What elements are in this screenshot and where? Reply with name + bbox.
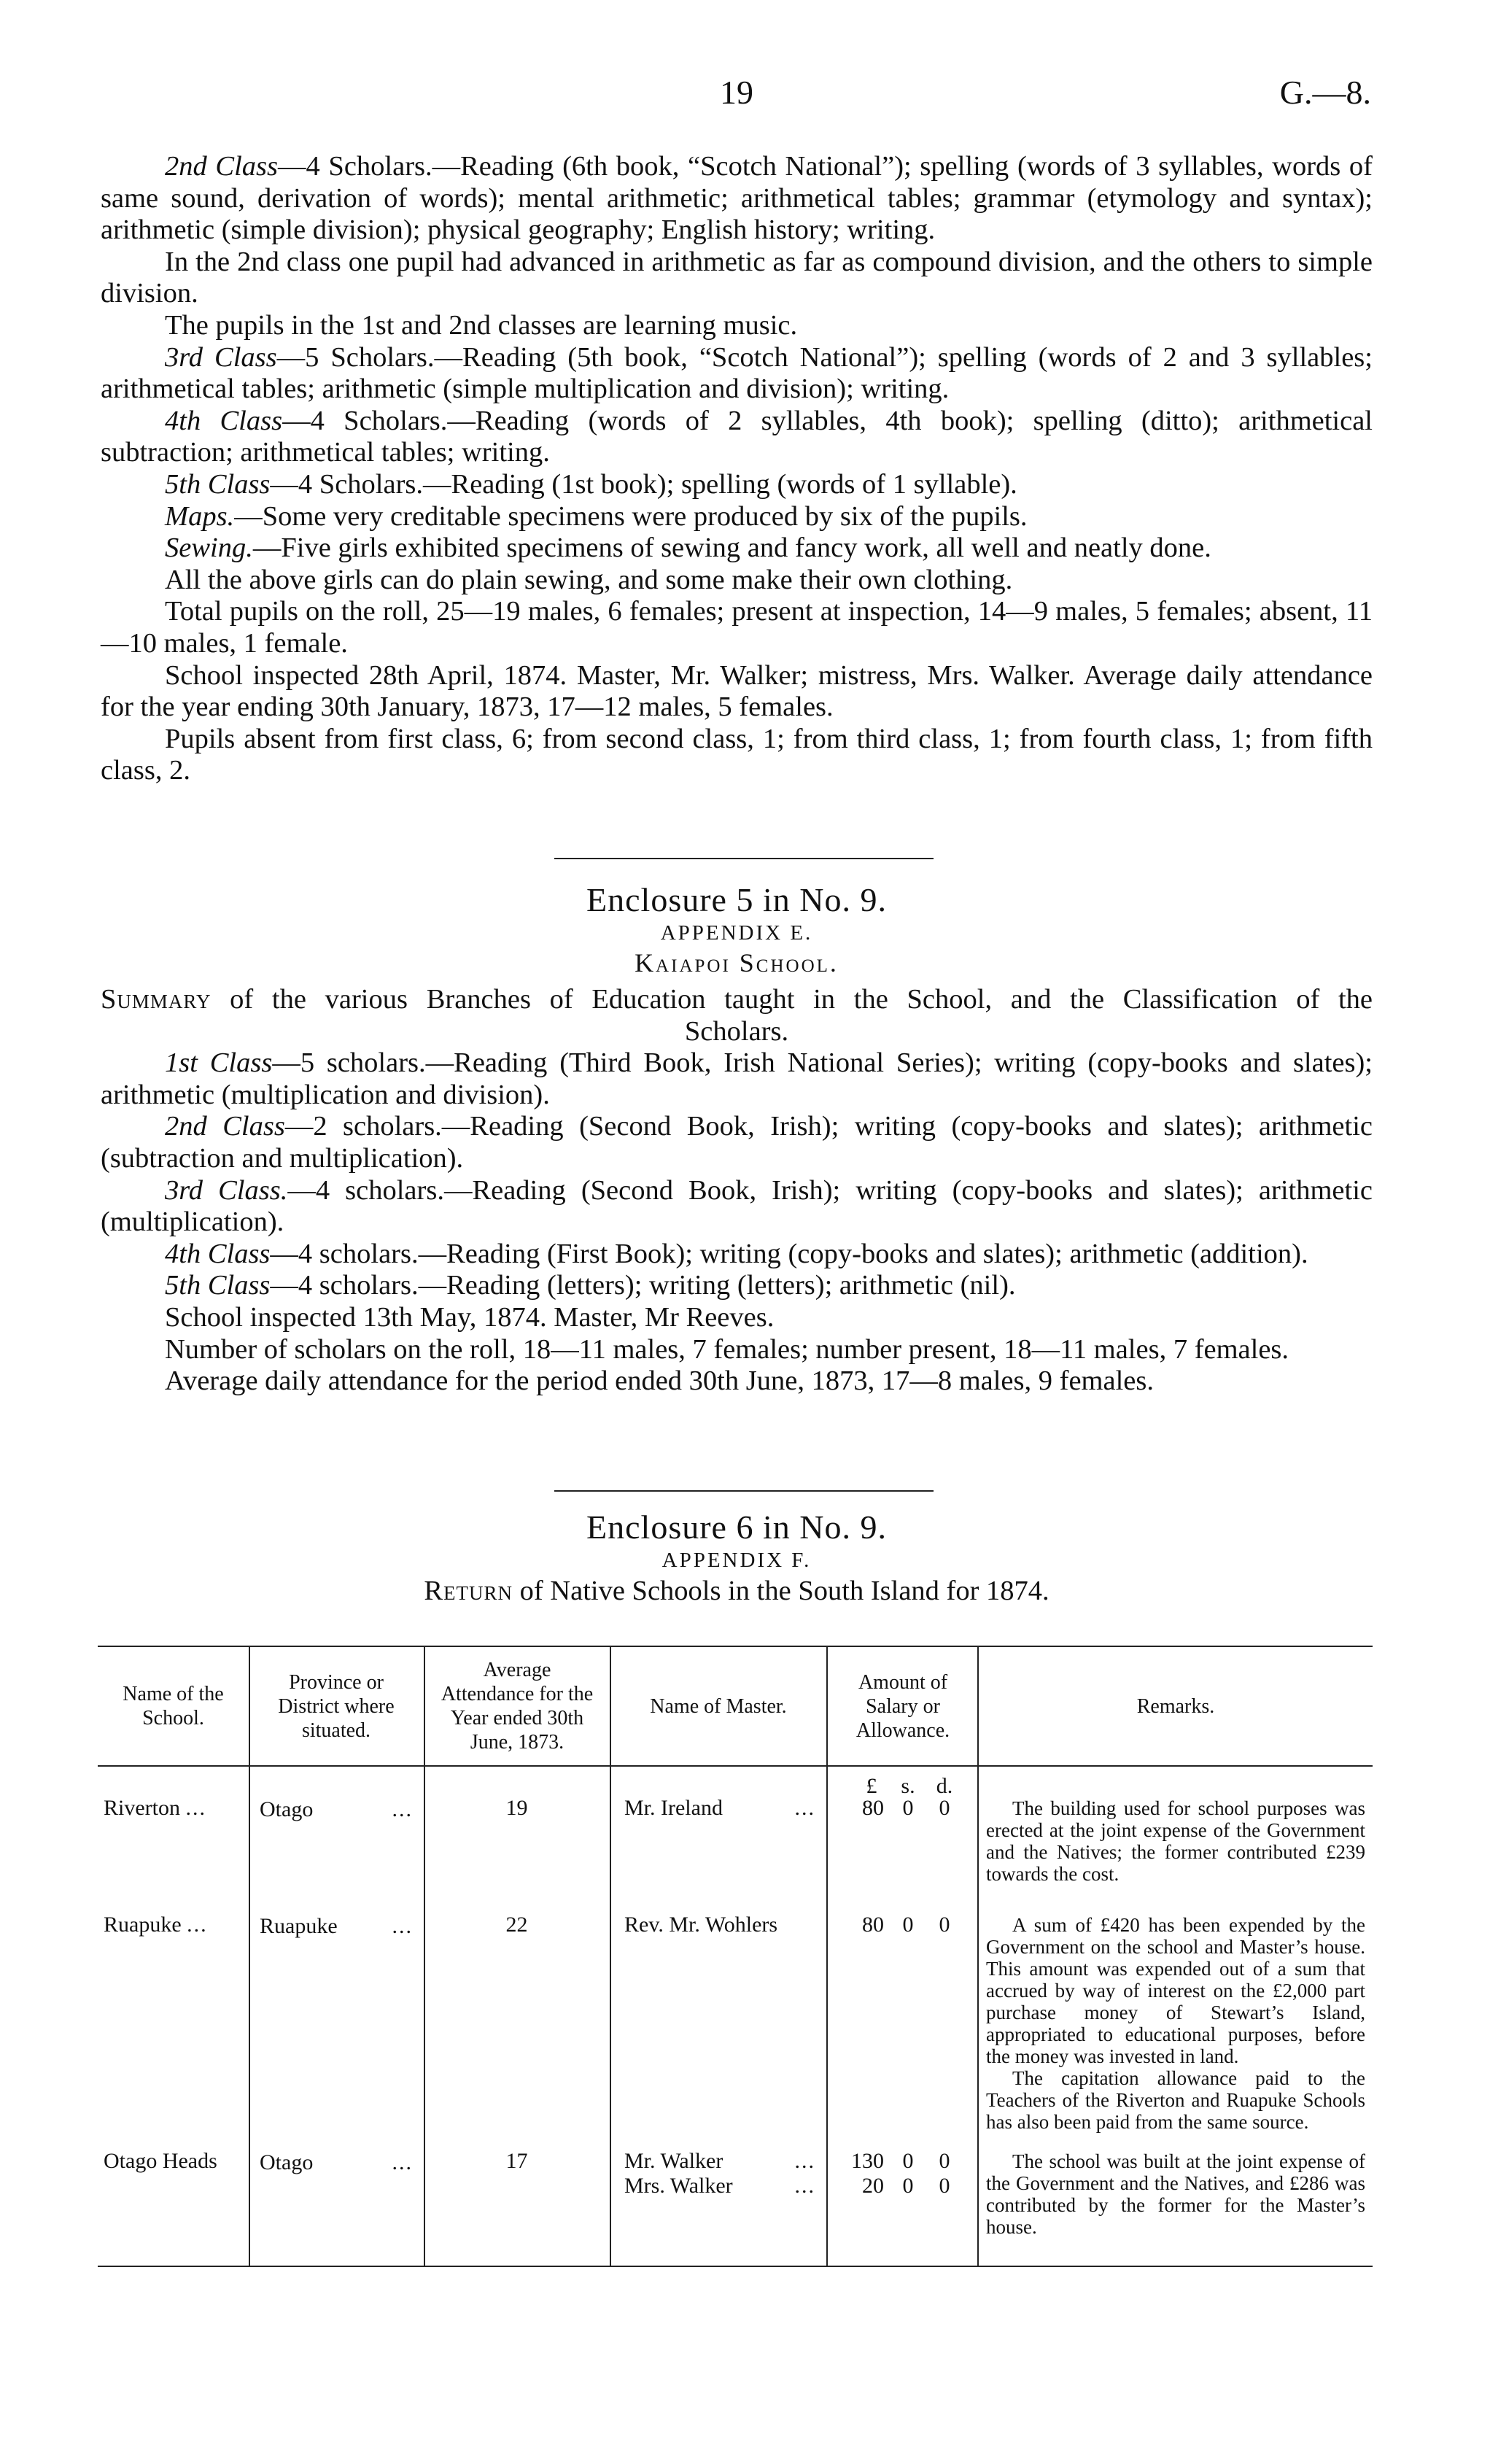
header-master: Name of Master. bbox=[650, 1694, 787, 1718]
table-header-rule bbox=[98, 1765, 1373, 1767]
paragraph-5th-class: 5th Class—4 Scholars.—Reading (1st book); spelling (words of 1 syllable). bbox=[165, 468, 1017, 500]
cell-province: Otago ... bbox=[260, 2150, 413, 2174]
cell-pounds: 80 bbox=[862, 1913, 884, 1937]
cell-pence: 0 bbox=[939, 1913, 950, 1937]
cell-remarks: A sum of £420 has been expended by the Government on the school and Master’s house. This amount was expended out of a sum that accrued by way of interest on the £2,000 part purchase money of Stewart’s Island, appropriated to educational purposes, before the money was invested in land. The capitation allowance paid to the Teachers of the Riverton and Ruapuke Schools has also been paid from the same source. bbox=[986, 1914, 1365, 2133]
paragraph-maps: Maps.—Some very creditable specimens were produced by six of the pupils. bbox=[165, 500, 1028, 532]
cell-pence-2: 0 bbox=[939, 2174, 950, 2198]
return-title: Return of Native Schools in the South Island for 1874. bbox=[424, 1576, 1049, 1606]
document-code: G.—8. bbox=[1279, 74, 1371, 111]
cell-pence: 0 bbox=[939, 1796, 950, 1820]
enclosure-6-heading bbox=[101, 1508, 1373, 1608]
kaiapoi-4th-class: 4th Class—4 scholars.—Reading (First Book); writing (copy-books and slates); arithmetic (addition). bbox=[165, 1238, 1308, 1269]
pounds-symbol: £ bbox=[866, 1774, 877, 1798]
header-salary: Amount of Salary or Allowance. bbox=[855, 1670, 950, 1742]
paragraph-4th-class: 4th Class—4 Scholars.—Reading (words of 2 syllables, 4th book); spelling (ditto); arithmetical subtraction; arithmetical tables; writing. bbox=[101, 405, 1373, 468]
cell-attendance: 19 bbox=[505, 1796, 528, 1820]
cell-master: Mr. Walker ... bbox=[624, 2149, 815, 2173]
cell-master: Rev. Mr. Wohlers bbox=[624, 1913, 778, 1937]
cell-school: Riverton ... bbox=[104, 1796, 206, 1820]
enclosure-5-title: Enclosure 5 in No. 9. bbox=[586, 881, 887, 918]
kaiapoi-school-title: Kaiapoi School. bbox=[635, 948, 839, 977]
cell-attendance: 22 bbox=[505, 1913, 528, 1937]
cell-province: Otago ... bbox=[260, 1797, 413, 1821]
paragraph-3rd-class: 3rd Class—5 Scholars.—Reading (5th book, “Scotch National”); spelling (words of 2 and 3 syllables; arithmetical tables; arithmetic (simple multiplication and division); writing. bbox=[101, 341, 1373, 405]
page-number: 19 bbox=[720, 74, 753, 111]
header-remarks: Remarks. bbox=[1136, 1694, 1215, 1718]
cell-shillings-2: 0 bbox=[902, 2174, 914, 2198]
paragraph-sewing: Sewing.—Five girls exhibited specimens of sewing and fancy work, all well and neatly done. bbox=[165, 532, 1211, 564]
cell-shillings: 0 bbox=[902, 1913, 914, 1937]
cell-pence: 0 bbox=[939, 2149, 950, 2173]
cell-pounds: 130 bbox=[851, 2149, 884, 2173]
kaiapoi-1st-class: 1st Class—5 scholars.—Reading (Third Book, Irish National Series); writing (copy-books and slates); arithmetic (multiplication and division). bbox=[101, 1047, 1373, 1110]
cell-shillings: 0 bbox=[902, 1796, 914, 1820]
divider bbox=[554, 858, 934, 859]
cell-school: Otago Heads bbox=[104, 2149, 217, 2173]
cell-remarks: The building used for school purposes was erected at the joint expense of the Government and the Natives; the former contributed £239 towards the cost. bbox=[986, 1797, 1365, 1885]
section-kaiapoi bbox=[101, 984, 1373, 1398]
cell-attendance: 17 bbox=[505, 2149, 528, 2173]
kaiapoi-number: Number of scholars on the roll, 18—11 males, 7 females; number present, 18—11 males, 7 females. bbox=[165, 1333, 1289, 1365]
appendix-f-label: APPENDIX F. bbox=[661, 1549, 812, 1572]
paragraph-2nd-class: 2nd Class—4 Scholars.—Reading (6th book, “Scotch National”); spelling (words of 3 syllables, words of same sound, derivation of words); mental arithmetic; arithmetical tables; grammar (etymology and syntax); arithmetic (simple division); physical geography; English history; writing. bbox=[101, 151, 1373, 246]
cell-school: Ruapuke ... bbox=[104, 1913, 208, 1937]
paragraph-total-pupils: Total pupils on the roll, 25—19 males, 6 females; present at inspection, 14—9 males, 5 females; absent, 11—10 males, 1 female. bbox=[101, 596, 1373, 659]
shillings-symbol: s. bbox=[901, 1774, 915, 1798]
page-header bbox=[95, 73, 1378, 124]
paragraph-music: The pupils in the 1st and 2nd classes are learning music. bbox=[165, 309, 798, 341]
kaiapoi-average: Average daily attendance for the period ended 30th June, 1873, 17—8 males, 9 females. bbox=[165, 1365, 1154, 1397]
kaiapoi-2nd-class: 2nd Class—2 scholars.—Reading (Second Book, Irish); writing (copy-books and slates); arithmetic (subtraction and multiplication). bbox=[101, 1111, 1373, 1174]
header-attendance: Average Attendance for the Year ended 30th June, 1873. bbox=[441, 1659, 594, 1754]
paragraph-inspection: School inspected 28th April, 1874. Master, Mr. Walker; mistress, Mrs. Walker. Average daily attendance for the year ending 30th January, 1873, 17—12 males, 5 females. bbox=[101, 659, 1373, 723]
enclosure-5-heading bbox=[101, 881, 1373, 979]
kaiapoi-3rd-class: 3rd Class.—4 scholars.—Reading (Second Book, Irish); writing (copy-books and slates); arithmetic (multiplication). bbox=[101, 1174, 1373, 1238]
paragraph-absent: Pupils absent from first class, 6; from second class, 1; from third class, 1; from fourth class, 1; from fifth class, 2. bbox=[101, 723, 1373, 786]
kaiapoi-5th-class: 5th Class—4 scholars.—Reading (letters); writing (letters); arithmetic (nil). bbox=[165, 1270, 1016, 1301]
enclosure-6-title: Enclosure 6 in No. 9. bbox=[586, 1508, 887, 1546]
section-class-summary bbox=[101, 151, 1373, 787]
paragraph-compound-division: In the 2nd class one pupil had advanced in arithmetic as far as compound division, and the others to simple division. bbox=[101, 246, 1373, 309]
cell-master: Mr. Ireland ... bbox=[624, 1796, 815, 1820]
divider bbox=[554, 1490, 934, 1492]
summary-heading-end: Scholars. bbox=[684, 1015, 789, 1047]
cell-shillings: 0 bbox=[902, 2149, 914, 2173]
cell-remarks: The school was built at the joint expense of the Government and the Natives, and £286 was contributed by the former for the Master’s house. bbox=[986, 2150, 1365, 2238]
native-schools-table bbox=[98, 1646, 1373, 2267]
appendix-e-label: APPENDIX E. bbox=[660, 921, 813, 945]
cell-master-2: Mrs. Walker ... bbox=[624, 2174, 815, 2198]
header-province: Province or District where situated. bbox=[278, 1670, 395, 1742]
header-school: Name of the School. bbox=[123, 1683, 224, 1729]
pence-symbol: d. bbox=[936, 1774, 953, 1798]
cell-province: Ruapuke ... bbox=[260, 1914, 413, 1938]
paragraph-plain-sewing: All the above girls can do plain sewing, and some make their own clothing. bbox=[165, 564, 1013, 595]
cell-pounds: 80 bbox=[862, 1796, 884, 1820]
summary-heading: Summary of the various Branches of Education taught in the School, and the Classification of the bbox=[101, 984, 1373, 1015]
kaiapoi-inspected: School inspected 13th May, 1874. Master, Mr Reeves. bbox=[165, 1301, 775, 1333]
cell-pounds-2: 20 bbox=[862, 2174, 884, 2198]
